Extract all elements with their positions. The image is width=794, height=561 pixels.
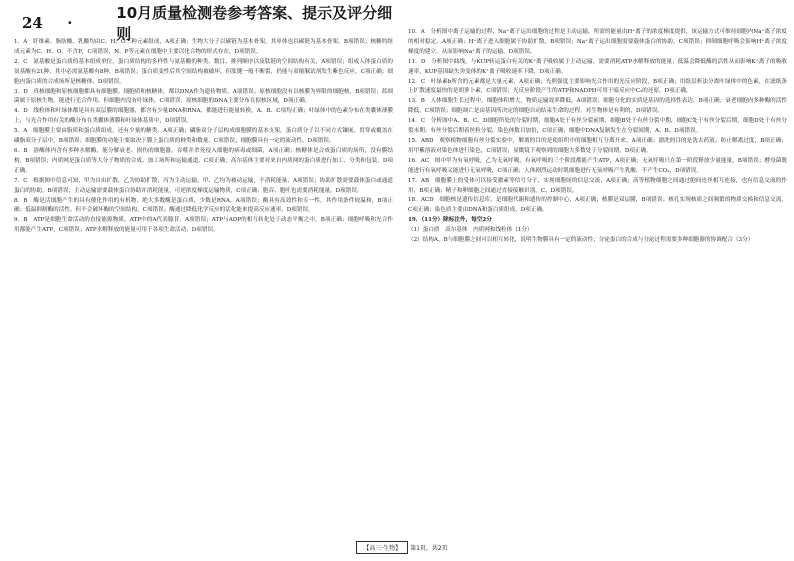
answer-paragraph: （2）结构A、B与细胞膜之间可以相互转化，说明生物膜具有一定的流动性；分泌蛋白的合成与分泌过程需要多种细胞器的协调配合（3分） — [408, 237, 754, 244]
left-column — [14, 38, 393, 526]
answer-paragraph: 18．ACD 细胞核是遗传信息库，是细胞代谢和遗传的控制中心，A项正确；核膜是双层膜，B项错误；核孔实现核质之间频繁的物质交换和信息交流，C项正确；染色质主要由DNA和蛋白质组成，D项正确。 — [408, 197, 787, 214]
document-title: 10月质量检测卷参考答案、提示及评分细则 — [116, 4, 393, 43]
answer-paragraph: 10．A 分析图中离子运输的过程，Na⁺离子运出细胞的过程是主动运输，所需的能量由H⁺离子的浓度梯度提供，该运输方式可维持细胞内Na⁺离子浓度的相对稳定，A项正确；H⁺离子进入细胞属于协助扩散，B项错误；Na⁺离子运出细胞需要载体蛋白的协助，C项错误；抑制细胞呼吸会影响H⁺离子浓度梯度的建立，从而影响Na⁺离子的运输，D项错误。 — [408, 29, 787, 55]
answer-paragraph: 5．A 细胞膜主要由脂质和蛋白质组成，还有少量的糖类，A项正确；磷脂双分子层构成细胞膜的基本支架，蛋白质分子以不同方式镶嵌、贯穿或覆盖在磷脂双分子层中，B项错误；细胞膜的功能主要取决于膜上蛋白质的种类和数量，C项错误；细胞膜具有一定的流动性，D项错误。 — [14, 128, 393, 145]
answer-paragraph: 17．AB 细胞膜上的受体可以接受激素等信号分子，实现细胞间的信息交流，A项正确；高等植物细胞之间通过胞间连丝相互连接，也有信息交流的作用，B项正确；精子和卵细胞之间通过直接接触识别，C、D项错误。 — [408, 177, 787, 194]
answer-paragraph: 15．ABD 观察植物细胞有丝分裂实验中，解离的目的是使组织中的细胞相互分离开来，A项正确；漂洗的目的是洗去药液，防止解离过度，B项正确；用甲紫溶液对染色体进行染色，C项错误；显微镜下观察到的细胞大多数处于分裂间期，D项正确。 — [408, 137, 787, 154]
subject-label: 【高三·生物】 — [356, 541, 408, 554]
answer-paragraph: 14．C 分析图中A、B、C、D细胞所处的分裂时期，细胞A处于有丝分裂前期，细胞B处于有丝分裂中期，细胞C处于有丝分裂后期，细胞D处于有丝分裂末期；有丝分裂后期着丝粒分裂，染色体数目加倍，C项正确；细胞中DNA复制发生在分裂间期，A、B、D项错误。 — [408, 118, 787, 135]
page-footer — [0, 541, 794, 554]
answer-paragraph: 16．AC 图中甲为有氧呼吸，乙为无氧呼吸，有氧呼吸的三个阶段都能产生ATP，A项正确；无氧呼吸只在第一阶段释放少量能量，B项错误；酵母菌既能进行有氧呼吸又能进行无氧呼吸，C项正确；人体剧烈运动时肌细胞进行无氧呼吸产生乳酸，不产生CO₂，D项错误。 — [408, 157, 787, 174]
right-column — [408, 28, 787, 526]
page-label: 第1页，共2页 — [410, 545, 448, 552]
answer-paragraph: 9．B ATP是细胞生命活动的直接能源物质，ATP中的A代表腺苷，A项错误；ATP与ADP的相互转化处于动态平衡之中，B项正确；细胞呼吸和光合作用都能产生ATP，C项错误；ATP水解释放的能量可用于各项生命活动，D项错误。 — [14, 217, 393, 234]
answer-paragraph: （1）蛋白质 高尔基体 内质网和线粒体（1分） — [408, 227, 533, 234]
answer-paragraph: 2．C 氨基酸是蛋白质的基本组成单位，蛋白质结构的多样性与氨基酸的种类、数目、排列顺序以及肽链的空间结构有关，A项错误；组成人体蛋白质的氨基酸有21种，其中必需氨基酸有8种，B项错误；蛋白质变性后其空间结构被破坏，但肽键一般不断裂，仍能与双缩脲试剂发生紫色反应，C项正确；细胞内蛋白质的合成场所是核糖体，D项错误。 — [14, 58, 393, 85]
answer-paragraph: 4．D 线粒体和叶绿体都是具有双层膜的细胞器，都含有少量DNA和RNA，都能进行能量转换，A、B、C项均正确；叶绿体中的色素分布在类囊体薄膜上，与光合作用有关的酶分布在类囊体薄膜和叶绿体基质中，D项错误。 — [14, 108, 393, 125]
answer-paragraph: 12．C 叶绿素b所含的元素都是大量元素，A项正确；光照强度主要影响光合作用的光反应阶段，B项正确；用纸层析法分离叶绿体中的色素，在滤纸条上扩散速度最快的是胡萝卜素，C项错误；光反应阶段产生的ATP和NADPH可用于暗反应中C₃的还原，D项正确。 — [408, 78, 787, 95]
answer-paragraph: 8．B 酶是活细胞产生的具有催化作用的有机物，绝大多数酶是蛋白质，少数是RNA，A项错误；酶具有高效性和专一性，其作用条件较温和，B项正确；低温抑制酶的活性，但不会破坏酶的空间结构，C项错误；酶通过降低化学反应的活化能来提高反应速率，D项错误。 — [14, 197, 393, 214]
answer-paragraph: 7．C 根据图中信息可知，甲为自由扩散，乙为协助扩散，丙为主动运输，甲、乙均为被动运输，不消耗能量，A项错误；协助扩散需要载体蛋白或通道蛋白的协助，B项错误；主动运输需要载体蛋白协助并消耗能量，可逆浓度梯度运输物质，C项正确；胞吞、胞吐也需要消耗能量，D项错误。 — [14, 177, 393, 194]
answer-paragraph: 6．B 溶酶体内含有多种水解酶，能分解衰老、损伤的细胞器，吞噬并杀死侵入细胞的病毒或细菌，A项正确；核糖体是合成蛋白质的场所，没有膜结构，B项错误；内质网是蛋白质等大分子物质的合成、加工场所和运输通道，C项正确；高尔基体主要对来自内质网的蛋白质进行加工、分类和包装，D项正确。 — [14, 147, 393, 174]
answer-paragraph: 3．D 真核细胞和原核细胞都具有细胞膜、细胞质和核糖体，都以DNA作为遗传物质，A项错误；原核细胞没有以核膜为界限的细胞核，B项错误；蓝细菌属于原核生物，能进行光合作用，但细胞内没有叶绿体，C项错误；原核细胞的DNA主要分布在拟核区域，D项正确。 — [14, 88, 393, 105]
document-header — [22, 4, 402, 43]
answer-paragraph: 1．A 纤维素、脂肪酸、乳酸均由C、H、O三种元素组成，A项正确；生物大分子以碳链为基本骨架，其单体也以碳链为基本骨架，B项错误；核糖的组成元素为C、H、O，不含P，C项错误；N、P等元素在细胞中主要以化合物的形式存在，D项错误。 — [14, 39, 393, 55]
page-number: 24 — [22, 14, 43, 32]
header-separator: · — [67, 14, 73, 32]
section-heading: 19．（11分）除标注外，每空2分 — [408, 217, 492, 224]
answer-paragraph: 11．D 分析图中曲线，与KUP转运蛋白有关的K⁺离子吸收属于主动运输，需要消耗ATP水解释放的能量；低温会降低酶的活性从而影响K⁺离子的吸收速率，KUP基因缺失突变体的K⁺离子吸收速率下降，D项正确。 — [408, 58, 787, 75]
answer-paragraph: 13．B 人体细胞生长过程中，细胞体积增大，物质运输效率降低，A项错误；细胞分化的实质是基因的选择性表达，B项正确；衰老细胞内多种酶的活性降低，C项错误；细胞凋亡是由基因所决定的细胞自动结束生命的过程，对生物体是有利的，D项错误。 — [408, 98, 787, 115]
